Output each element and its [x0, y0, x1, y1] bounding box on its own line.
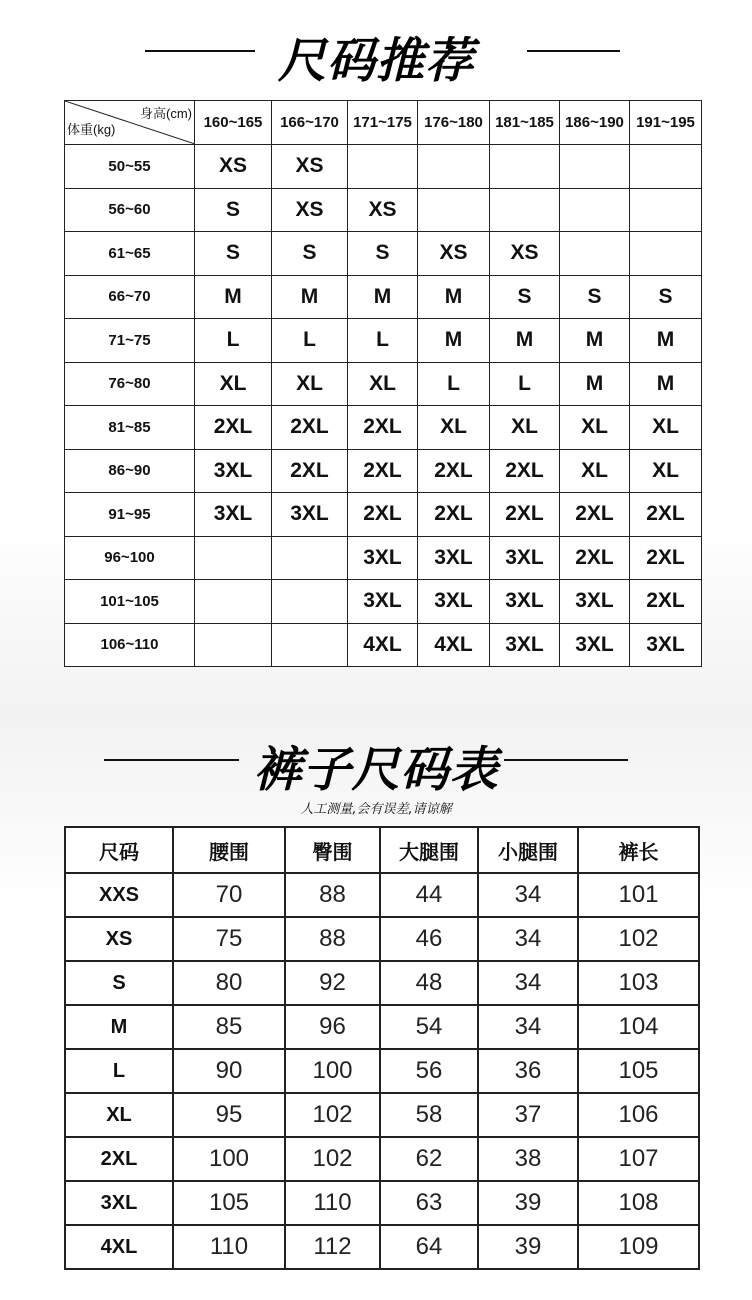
size-cell: 2XL — [560, 493, 630, 537]
size-cell: 3XL — [348, 536, 418, 580]
column-header: 大腿围 — [380, 827, 478, 873]
size-cell: 3XL — [560, 580, 630, 624]
weight-cell: 66~70 — [65, 275, 195, 319]
size-cell: 2XL — [560, 536, 630, 580]
height-header-cell: 186~190 — [560, 101, 630, 145]
column-header: 臀围 — [285, 827, 380, 873]
weight-cell: 91~95 — [65, 493, 195, 537]
measurement-cell: 103 — [578, 961, 699, 1005]
size-cell: XS — [195, 145, 272, 189]
size-cell: XL — [195, 362, 272, 406]
size-cell: XL — [490, 406, 560, 450]
size-cell: XL — [418, 406, 490, 450]
table-row — [65, 1093, 699, 1137]
size-cell: M — [195, 275, 272, 319]
measurement-cell: 100 — [173, 1137, 285, 1181]
title-right-rule — [527, 50, 620, 52]
column-header: 小腿围 — [478, 827, 578, 873]
size-cell: 2XL — [348, 406, 418, 450]
size-cell: S — [348, 232, 418, 276]
size-cell — [490, 188, 560, 232]
table-row — [65, 1049, 699, 1093]
size-cell: 2XL — [490, 449, 560, 493]
table-row — [65, 961, 699, 1005]
size-cell: XS — [348, 188, 418, 232]
size-cell: M — [560, 362, 630, 406]
measurement-cell: 63 — [380, 1181, 478, 1225]
height-header-row — [65, 101, 702, 145]
size-cell — [560, 188, 630, 232]
weight-cell: 56~60 — [65, 188, 195, 232]
weight-cell: 81~85 — [65, 406, 195, 450]
measurement-cell: 39 — [478, 1181, 578, 1225]
measurement-cell: 44 — [380, 873, 478, 917]
size-cell: L — [195, 319, 272, 363]
size-cell: S — [195, 232, 272, 276]
table-row — [65, 493, 702, 537]
size-cell — [272, 623, 348, 667]
size-label-cell: M — [65, 1005, 173, 1049]
size-cell: S — [630, 275, 702, 319]
size-cell: 2XL — [490, 493, 560, 537]
size-label-cell: 3XL — [65, 1181, 173, 1225]
measurement-cell: 70 — [173, 873, 285, 917]
measurement-cell: 105 — [173, 1181, 285, 1225]
table-row — [65, 319, 702, 363]
size-cell: 2XL — [418, 493, 490, 537]
table-row — [65, 1005, 699, 1049]
size-cell: M — [490, 319, 560, 363]
size-cell: 2XL — [630, 580, 702, 624]
table-row — [65, 623, 702, 667]
size-cell: 3XL — [418, 536, 490, 580]
measurement-cell: 75 — [173, 917, 285, 961]
size-cell: 4XL — [348, 623, 418, 667]
size-cell — [630, 232, 702, 276]
table-row — [65, 873, 699, 917]
weight-cell: 101~105 — [65, 580, 195, 624]
height-header-cell: 166~170 — [272, 101, 348, 145]
measurement-cell: 104 — [578, 1005, 699, 1049]
pants-size-title: 裤子尺码表 — [253, 742, 499, 798]
pants-size-table — [64, 826, 700, 1270]
title-right-rule — [504, 759, 628, 761]
weight-cell: 96~100 — [65, 536, 195, 580]
measurement-cell: 46 — [380, 917, 478, 961]
measurement-cell: 100 — [285, 1049, 380, 1093]
weight-cell: 86~90 — [65, 449, 195, 493]
size-label-cell: XXS — [65, 873, 173, 917]
size-cell: 2XL — [195, 406, 272, 450]
measurement-cell: 38 — [478, 1137, 578, 1181]
size-cell: 3XL — [490, 536, 560, 580]
table-row — [65, 580, 702, 624]
measurement-cell: 88 — [285, 873, 380, 917]
measurement-cell: 90 — [173, 1049, 285, 1093]
measurement-cell: 62 — [380, 1137, 478, 1181]
table-row — [65, 362, 702, 406]
size-cell — [418, 188, 490, 232]
size-cell: L — [418, 362, 490, 406]
measurement-cell: 39 — [478, 1225, 578, 1269]
measurement-cell: 107 — [578, 1137, 699, 1181]
size-label-cell: 4XL — [65, 1225, 173, 1269]
size-cell: 2XL — [630, 493, 702, 537]
size-recommend-title: 尺码推荐 — [277, 33, 474, 89]
size-cell: XS — [272, 145, 348, 189]
height-header-cell: 191~195 — [630, 101, 702, 145]
measurement-cell: 34 — [478, 961, 578, 1005]
size-cell: M — [560, 319, 630, 363]
size-cell — [195, 580, 272, 624]
weight-axis-label: 体重(kg) — [67, 122, 116, 137]
size-cell: 4XL — [418, 623, 490, 667]
size-label-cell: XS — [65, 917, 173, 961]
measurement-cell: 110 — [173, 1225, 285, 1269]
size-cell: 3XL — [195, 449, 272, 493]
height-axis-label: 身高(cm) — [140, 106, 192, 121]
measurement-cell: 56 — [380, 1049, 478, 1093]
size-recommend-table — [64, 100, 702, 667]
table-row — [65, 1181, 699, 1225]
measurement-cell: 88 — [285, 917, 380, 961]
size-cell — [195, 623, 272, 667]
table-row — [65, 406, 702, 450]
size-cell — [490, 145, 560, 189]
size-cell: S — [490, 275, 560, 319]
size-cell — [272, 580, 348, 624]
size-cell: 2XL — [630, 536, 702, 580]
pants-header-row — [65, 827, 699, 873]
size-cell: 3XL — [418, 580, 490, 624]
size-cell — [418, 145, 490, 189]
measurement-cell: 105 — [578, 1049, 699, 1093]
height-header-cell: 171~175 — [348, 101, 418, 145]
pants-size-header — [0, 727, 752, 797]
size-cell: XL — [560, 406, 630, 450]
measurement-note: 人工测量,会有误差,请谅解 — [300, 802, 452, 817]
column-header: 裤长 — [578, 827, 699, 873]
measurement-cell: 36 — [478, 1049, 578, 1093]
size-cell — [560, 232, 630, 276]
measurement-cell: 102 — [285, 1093, 380, 1137]
weight-cell: 61~65 — [65, 232, 195, 276]
measurement-cell: 34 — [478, 917, 578, 961]
size-cell: M — [418, 275, 490, 319]
size-cell: 3XL — [490, 623, 560, 667]
size-cell: 2XL — [348, 449, 418, 493]
size-cell: 3XL — [195, 493, 272, 537]
size-cell: M — [418, 319, 490, 363]
measurement-cell: 106 — [578, 1093, 699, 1137]
size-cell: S — [195, 188, 272, 232]
table-row — [65, 536, 702, 580]
size-cell: 3XL — [490, 580, 560, 624]
size-cell: M — [630, 319, 702, 363]
size-cell: XS — [272, 188, 348, 232]
size-cell — [630, 145, 702, 189]
weight-cell: 50~55 — [65, 145, 195, 189]
table-row — [65, 1137, 699, 1181]
size-cell: L — [348, 319, 418, 363]
column-header: 尺码 — [65, 827, 173, 873]
column-header: 腰围 — [173, 827, 285, 873]
size-cell: 3XL — [272, 493, 348, 537]
weight-cell: 106~110 — [65, 623, 195, 667]
height-header-cell: 181~185 — [490, 101, 560, 145]
measurement-cell: 95 — [173, 1093, 285, 1137]
size-cell: M — [630, 362, 702, 406]
size-label-cell: 2XL — [65, 1137, 173, 1181]
weight-cell: 71~75 — [65, 319, 195, 363]
measurement-cell: 102 — [285, 1137, 380, 1181]
measurement-cell: 58 — [380, 1093, 478, 1137]
size-cell: XL — [630, 449, 702, 493]
size-cell — [195, 536, 272, 580]
measurement-cell: 34 — [478, 1005, 578, 1049]
size-cell: L — [490, 362, 560, 406]
size-cell — [630, 188, 702, 232]
size-cell — [272, 536, 348, 580]
measurement-cell: 37 — [478, 1093, 578, 1137]
size-cell: XL — [272, 362, 348, 406]
size-cell: M — [348, 275, 418, 319]
size-cell: 2XL — [348, 493, 418, 537]
size-recommend-header — [0, 18, 752, 88]
size-cell — [348, 145, 418, 189]
measurement-cell: 54 — [380, 1005, 478, 1049]
measurement-cell: 112 — [285, 1225, 380, 1269]
size-cell: XS — [490, 232, 560, 276]
size-cell: S — [272, 232, 348, 276]
table-row — [65, 188, 702, 232]
measurement-cell: 109 — [578, 1225, 699, 1269]
measurement-cell: 85 — [173, 1005, 285, 1049]
size-cell: 2XL — [418, 449, 490, 493]
table-row — [65, 232, 702, 276]
measurement-cell: 101 — [578, 873, 699, 917]
size-cell: XL — [348, 362, 418, 406]
measurement-cell: 108 — [578, 1181, 699, 1225]
measurement-cell: 34 — [478, 873, 578, 917]
size-label-cell: XL — [65, 1093, 173, 1137]
measurement-cell: 64 — [380, 1225, 478, 1269]
corner-header-cell — [65, 101, 195, 145]
size-cell: XL — [560, 449, 630, 493]
size-cell: 3XL — [630, 623, 702, 667]
size-cell: 3XL — [348, 580, 418, 624]
weight-cell: 76~80 — [65, 362, 195, 406]
table-row — [65, 275, 702, 319]
size-cell: 2XL — [272, 406, 348, 450]
size-cell: XL — [630, 406, 702, 450]
size-cell — [560, 145, 630, 189]
size-cell: XS — [418, 232, 490, 276]
table-row — [65, 1225, 699, 1269]
measurement-cell: 102 — [578, 917, 699, 961]
measurement-cell: 80 — [173, 961, 285, 1005]
size-label-cell: L — [65, 1049, 173, 1093]
measurement-cell: 92 — [285, 961, 380, 1005]
size-cell: 3XL — [560, 623, 630, 667]
size-cell: S — [560, 275, 630, 319]
size-label-cell: S — [65, 961, 173, 1005]
table-row — [65, 145, 702, 189]
size-cell: L — [272, 319, 348, 363]
height-header-cell: 176~180 — [418, 101, 490, 145]
measurement-cell: 110 — [285, 1181, 380, 1225]
measurement-cell: 48 — [380, 961, 478, 1005]
measurement-cell: 96 — [285, 1005, 380, 1049]
size-cell: M — [272, 275, 348, 319]
table-row — [65, 917, 699, 961]
table-row — [65, 449, 702, 493]
height-header-cell: 160~165 — [195, 101, 272, 145]
size-cell: 2XL — [272, 449, 348, 493]
